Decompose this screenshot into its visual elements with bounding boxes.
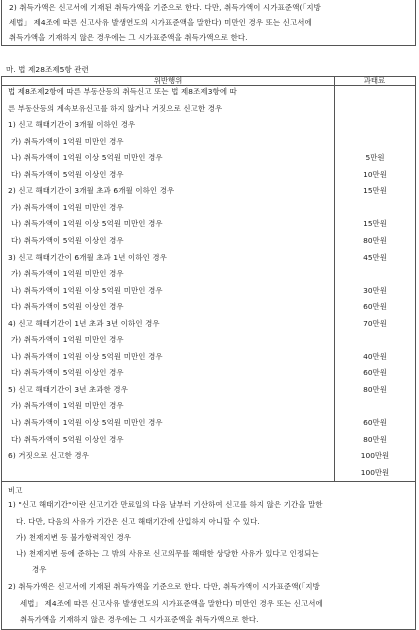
table-row-fee: 100만원 [360, 451, 390, 461]
table-row-fee: 15만원 [363, 219, 387, 229]
table-row-text: 5) 신고 해태기간이 3년 초과한 경우 [8, 384, 128, 394]
table-row-fee: 15만원 [363, 186, 387, 196]
table-row-text: 3) 신고 해태기간이 6개월 초과 1년 이하인 경우 [8, 252, 168, 262]
table-row-text: 가) 취득가액이 1억원 미만인 경우 [11, 335, 124, 345]
header-violation: 위반행위 [153, 76, 183, 85]
table-row-text: 가) 취득가액이 1억원 미만인 경우 [11, 269, 124, 279]
top-note-line: 2) 취득가액은 신고서에 기재된 취득가액을 기준으로 한다. 다만, 취득가액이 시가표준액(「지방 [9, 3, 321, 12]
table-row-text: 2) 신고 해태기간이 3개월 초과 6개월 이하인 경우 [8, 186, 175, 196]
remarks-line: 가) 천재지변 등 불가항력적인 경우 [16, 533, 132, 542]
remarks-line: 다. 다만, 다음의 사유가 기간은 신고 해태기간에 산입하지 아니할 수 있다. [16, 517, 260, 526]
remarks-line: 1) "신고 해태기간"이란 신고기간 만료일의 다음 날부터 기산하여 신고를 하지 않은 기간을 말한 [8, 500, 323, 509]
table-row-text: 다) 취득가액이 5억원 이상인 경우 [11, 368, 124, 378]
remarks-line: 취득가액을 기재하지 않은 경우에는 그 시가표준액을 취득가액으로 한다. [20, 615, 259, 624]
section-title: 마. 법 제28조제5항 관련 [6, 65, 89, 74]
table-row-text: 나) 취득가액이 1억원 이상 5억원 미만인 경우 [11, 219, 163, 229]
table-row-text: 른 부동산등의 계속보유신고를 하지 않거나 거짓으로 신고한 경우 [8, 103, 223, 113]
table-row-fee: 80만원 [363, 434, 387, 444]
table-row-fee: 30만원 [363, 285, 387, 295]
header-rule [2, 85, 415, 86]
remarks-title: 비고 [8, 486, 23, 495]
table-row-text: 나) 취득가액이 1억원 이상 5억원 미만인 경우 [11, 351, 163, 361]
table-row-fee: 60만원 [363, 302, 387, 312]
top-note-line: 세법」 제4조에 따른 신고사유 발생연도의 시가표준액을 말한다) 미만인 경우 또는 신고서에 [9, 18, 312, 27]
header-fee: 과태료 [363, 76, 386, 85]
table-row-text: 다) 취득가액이 5억원 이상인 경우 [11, 302, 124, 312]
table-row-fee: 60만원 [363, 368, 387, 378]
table-row-text: 나) 취득가액이 1억원 이상 5억원 미만인 경우 [11, 285, 163, 295]
table-row-fee: 100만원 [360, 467, 390, 477]
table-row-text: 나) 취득가액이 1억원 이상 5억원 미만인 경우 [11, 153, 163, 163]
table-row-text: 다) 취득가액이 5억원 이상인 경우 [11, 169, 124, 179]
table-row-text: 가) 취득가액이 1억원 미만인 경우 [11, 136, 124, 146]
table-row-fee: 60만원 [363, 418, 387, 427]
table-row-text: 다) 취득가액이 5억원 이상인 경우 [11, 236, 124, 245]
top-note-box [1, 0, 416, 46]
remarks-box [1, 481, 416, 630]
table-row-text: 6) 거짓으로 신고한 경우 [8, 451, 89, 461]
remarks-line: 나) 천재지변 등에 준하는 그 밖의 사유로 신고의무를 해태한 상당한 사유가 있다고 인정되는 [16, 549, 319, 558]
table-row-text: 나) 취득가액이 1억원 이상 5억원 미만인 경우 [11, 418, 163, 427]
table-row-fee: 45만원 [363, 252, 387, 262]
table-row-fee: 10만원 [363, 169, 387, 179]
table-row-text: 법 제8조제2항에 따른 부동산등의 취득신고 또는 법 제8조제3항에 따 [8, 87, 237, 96]
fee-table [1, 76, 416, 482]
table-row-fee: 40만원 [363, 351, 387, 361]
table-row-text: 가) 취득가액이 1억원 미만인 경우 [11, 202, 124, 212]
table-row-fee: 70만원 [363, 318, 387, 328]
table-row-fee: 80만원 [363, 384, 387, 394]
table-row-text: 다) 취득가액이 5억원 이상인 경우 [11, 434, 124, 444]
remarks-line: 2) 취득가액은 신고서에 기재된 취득가액을 기준으로 한다. 다만, 취득가액이 시가표준액(「지방 [8, 582, 320, 591]
table-row-text: 가) 취득가액이 1억원 미만인 경우 [11, 401, 124, 411]
table-row-text: 1) 신고 해태기간이 3개월 이하인 경우 [8, 120, 136, 130]
table-row-text: 4) 신고 해태기간이 1년 초과 3년 이하인 경우 [8, 318, 160, 328]
remarks-line: 세법」 제4조에 따른 신고사유 발생연도의 시가표준액을 말한다) 미만인 경우 또는 신고서에 [20, 599, 323, 608]
remarks-line: 경우 [32, 565, 47, 574]
top-note-line: 취득가액을 기재하지 않은 경우에는 그 시가표준액을 취득가액으로 한다. [9, 33, 248, 42]
table-row-fee: 5만원 [365, 153, 385, 163]
table-row-fee: 80만원 [363, 236, 387, 245]
